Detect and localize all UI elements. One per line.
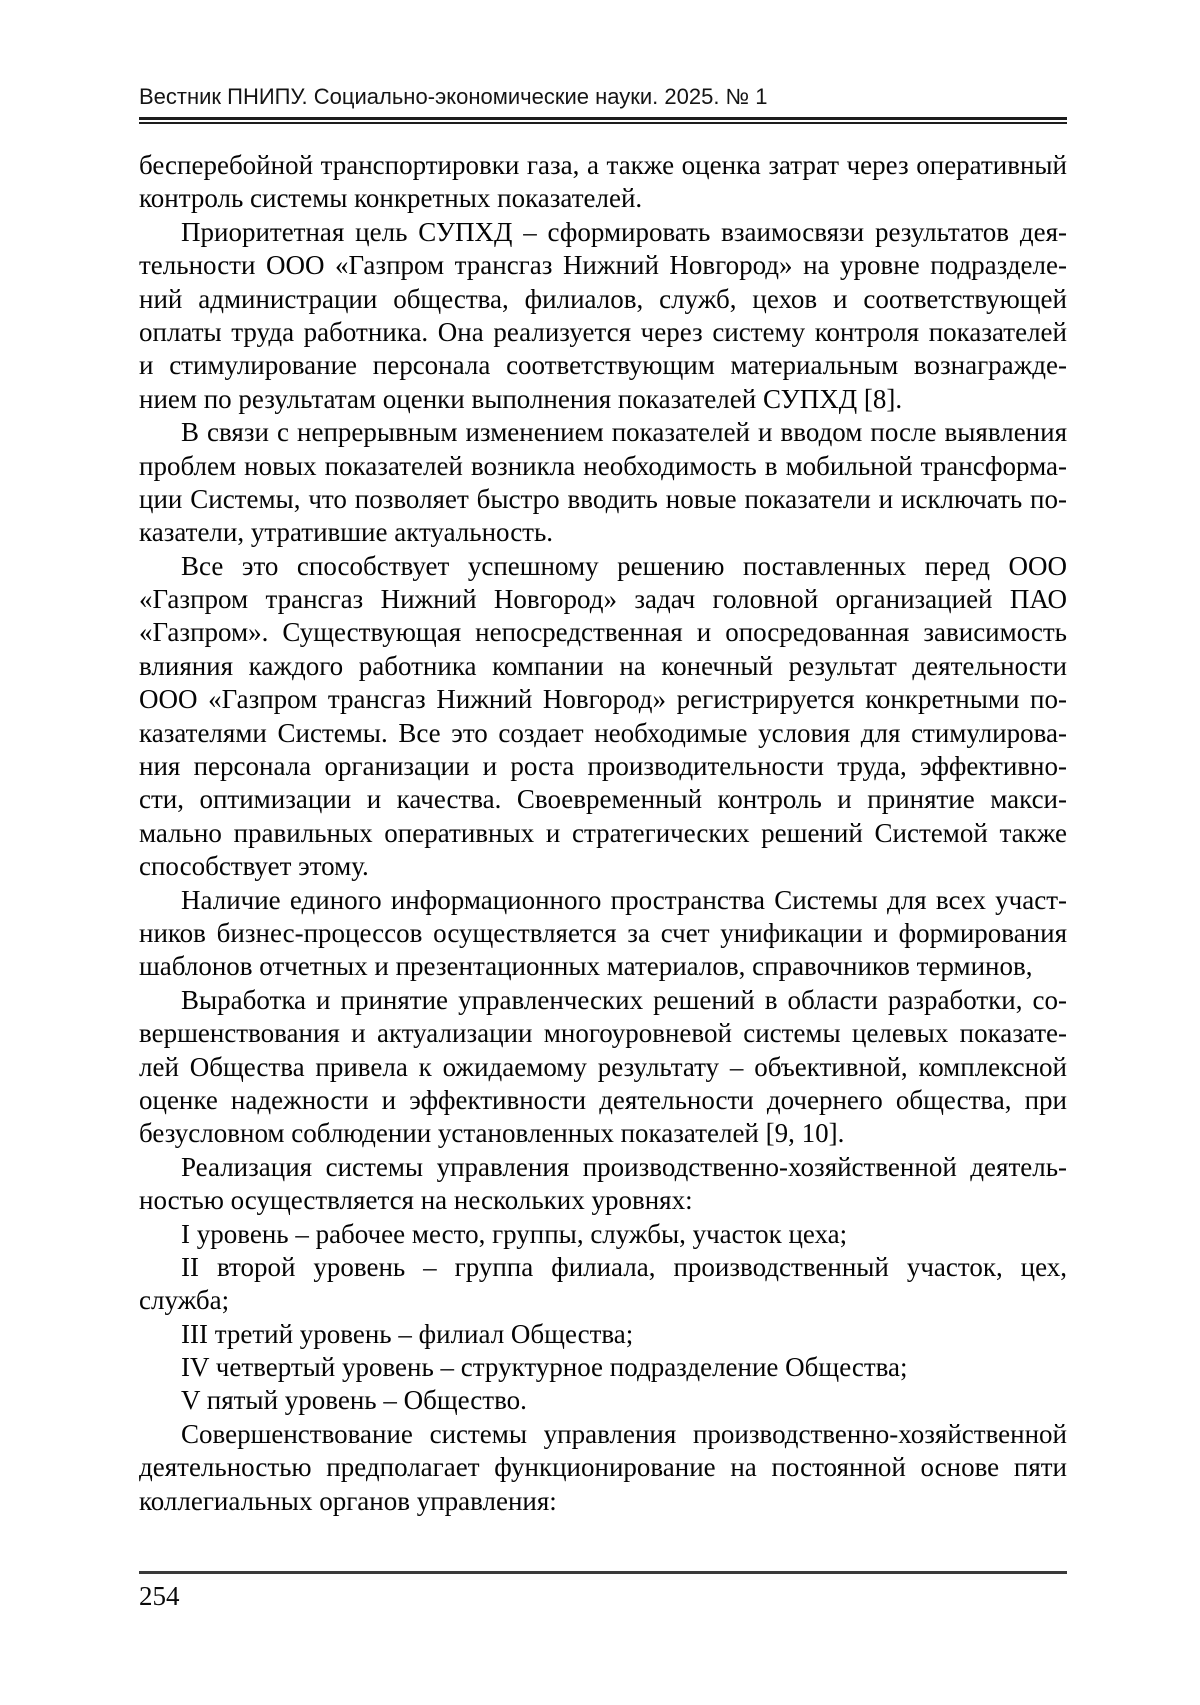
text-line: I уровень – рабочее место, группы, службы, участок цеха; [181,1218,848,1249]
text-line: ции Системы, что позволяет быстро вводить новые показатели и исключать по- [139,483,1067,514]
paragraph [139,1351,1067,1384]
paragraph [139,416,1067,550]
paragraph [139,1151,1067,1218]
text-line: Реализация системы управления производственно-хозяйственной деятель- [181,1151,1067,1182]
text-line: ний администрации общества, филиалов, служб, цехов и соответствующей [139,283,1067,314]
page-number: 254 [139,1581,180,1611]
paragraph [139,550,1067,884]
text-line: «Газпром». Существующая непосредственная и опосредованная зависимость [139,617,1067,648]
text-line: Все это способствует успешному решению поставленных перед ООО [181,550,1067,581]
paragraph [139,1318,1067,1351]
header-double-rule [139,117,1067,124]
text-line: и стимулирование персонала соответствующим материальным вознагражде- [139,350,1067,381]
paragraph [139,1384,1067,1417]
text-line: ООО «Газпром трансгаз Нижний Новгород» регистрируется конкретными по- [139,684,1067,715]
text-line: казателями Системы. Все это создает необходимые условия для стимулирова- [139,717,1067,748]
text-line: ников бизнес-процессов осуществляется за счет унификации и формирования [139,917,1067,948]
text-line: вершенствования и актуализации многоуровневой системы целевых показате- [139,1018,1067,1049]
text-line: Выработка и принятие управленческих решений в области разработки, со- [181,984,1067,1015]
text-line: деятельностью предполагает функционирование на постоянной основе пяти [139,1452,1067,1483]
text-line: ностью осуществляется на нескольких уровнях: [139,1185,693,1216]
text-line: Приоритетная цель СУПХД – сформировать взаимосвязи результатов дея- [181,216,1067,247]
text-line: тельности ООО «Газпром трансгаз Нижний Новгород» на уровне подразделе- [139,250,1067,281]
text-line: шаблонов отчетных и презентационных материалов, справочников терминов, [139,951,1033,982]
footer-rule [139,1571,1067,1574]
paragraph [139,1251,1067,1318]
text-line: ния персонала организации и роста производительности труда, эффективно- [139,751,1067,782]
text-line: способствует этому. [139,851,369,882]
paragraph [139,149,1067,216]
running-head: Вестник ПНИПУ. Социально-экономические науки. 2025. № 1 [139,84,768,109]
article-body [139,149,1067,1518]
text-line: бесперебойной транспортировки газа, а также оценка затрат через оперативный [139,150,1067,180]
text-line: сти, оптимизации и качества. Своевременный контроль и принятие макси- [139,784,1067,815]
text-line: контроль системы конкретных показателей. [139,183,643,214]
text-line: III третий уровень – филиал Общества; [181,1318,634,1349]
text-line: IV четвертый уровень – структурное подразделение Общества; [181,1352,908,1383]
text-line: мально правильных оперативных и стратегических решений Системой также [139,817,1067,848]
text-line: Наличие единого информационного пространства Системы для всех участ- [181,884,1067,915]
text-line: II второй уровень – группа филиала, производственный участок, цех, [181,1251,1067,1282]
paragraph [139,216,1067,416]
paragraph [139,1218,1067,1251]
text-line: Совершенствование системы управления производственно-хозяйственной [181,1418,1067,1449]
text-line: коллегиальных органов управления: [139,1485,557,1516]
text-line: проблем новых показателей возникла необходимость в мобильной трансформа- [139,450,1067,481]
text-line: нием по результатам оценки выполнения показателей СУПХД [8]. [139,383,903,414]
text-line: служба; [139,1285,230,1316]
text-line: казатели, утратившие актуальность. [139,517,554,548]
text-line: безусловном соблюдении установленных показателей [9, 10]. [139,1118,845,1149]
text-line: лей Общества привела к ожидаемому результату – объективной, комплексной [139,1051,1067,1082]
paragraph [139,1418,1067,1518]
text-line: В связи с непрерывным изменением показателей и вводом после выявления [181,417,1067,448]
text-line: оплаты труда работника. Она реализуется через систему контроля показателей [139,316,1067,347]
paragraph [139,984,1067,1151]
text-line: оценке надежности и эффективности деятельности дочернего общества, при [139,1084,1067,1115]
paragraph [139,884,1067,984]
text-line: влияния каждого работника компании на конечный результат деятельности [139,650,1067,681]
text-line: «Газпром трансгаз Нижний Новгород» задач головной организацией ПАО [139,584,1067,615]
text-line: V пятый уровень – Общество. [181,1385,527,1416]
